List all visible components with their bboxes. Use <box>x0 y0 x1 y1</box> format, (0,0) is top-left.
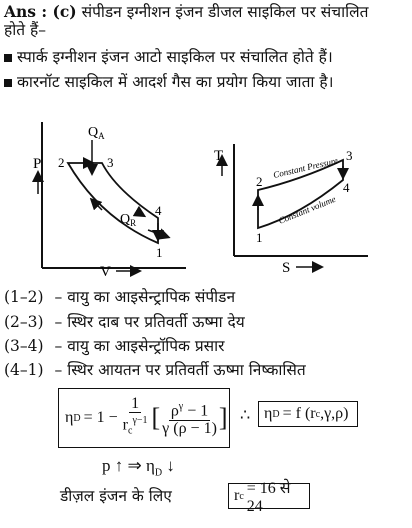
process-step: (2–3) <box>4 313 44 331</box>
ts-point-label: 4 <box>343 180 350 195</box>
bullet-text: कारनॉट साइकिल में आदर्श गैस का प्रयोग किया जाता है। <box>16 73 334 91</box>
answer-label: Ans : (c) <box>4 2 77 21</box>
efficiency-function-box: η D = f (r c ,γ,ρ) <box>258 401 358 427</box>
ts-point-label: 1 <box>256 230 263 245</box>
process-desc: – वायु का आइसेन्ट्रापिक संपीडन <box>54 288 236 306</box>
bullet-text: स्पार्क इग्नीशन इंजन आटो साइकिल पर संचालित होते हैं। <box>16 48 333 66</box>
pv-point-label: 1 <box>156 245 163 260</box>
answer-line <box>4 2 368 22</box>
process-step: (4–1) <box>4 361 44 379</box>
pv-heat-out-label: $Q_R$ <box>120 212 137 228</box>
ts-point-label: 3 <box>346 148 353 163</box>
process-row <box>4 313 245 332</box>
ts-curve-top-label: Constant Pressure <box>272 155 339 180</box>
diesel-engine-label: डीज़ल इंजन के लिए <box>60 487 172 505</box>
bullet-square-icon <box>4 54 12 62</box>
answer-text: संपीडन इग्नीशन इंजन डीजल साइकिल पर संचालित <box>81 3 369 21</box>
pv-point-label: 3 <box>107 155 114 170</box>
efficiency-formula-box: η D = 1 − $\frac{1}{r_c^{\gamma-1}}$ [ $\frac{\rho^\gamma - 1}{\gamma (\rho - 1)}$ ] <box>58 388 230 448</box>
ts-diagram <box>200 140 370 278</box>
therefore-symbol: ∴ <box>240 407 251 424</box>
pressure-efficiency-relation: p ↑ ⇒ $\eta_D$ ↓ <box>102 456 175 479</box>
process-desc: – स्थिर दाब पर प्रतिवर्ती ऊष्मा देय <box>54 313 245 331</box>
compression-ratio-box: r c = 16 से 24 <box>228 483 310 509</box>
answer-line-2: होते हैं– <box>4 21 46 39</box>
bullet-item <box>4 73 333 92</box>
ts-curve-bottom-label: Constant volume <box>277 193 338 226</box>
pv-y-label: P <box>33 156 42 172</box>
pv-x-label: V <box>100 264 111 280</box>
process-row <box>4 288 235 307</box>
pv-cycle-curve <box>68 163 158 243</box>
bullet-square-icon <box>4 79 12 87</box>
ts-y-label: T <box>214 148 224 164</box>
process-step: (1–2) <box>4 288 44 306</box>
bullet-item <box>4 48 333 67</box>
process-row <box>4 337 225 356</box>
process-row <box>4 361 306 380</box>
pv-heat-in-label: $Q_A$ <box>88 125 105 141</box>
process-step: (3–4) <box>4 337 44 355</box>
process-desc: – स्थिर आयतन पर प्रतिवर्ती ऊष्मा निष्कासित <box>54 361 306 379</box>
process-desc: – वायु का आइसेन्ट्रॉपिक प्रसार <box>54 337 225 355</box>
pv-point-label: 2 <box>58 155 65 170</box>
pv-point-label: 4 <box>155 203 162 218</box>
ts-x-label: S <box>282 260 291 276</box>
pv-diagram <box>30 118 190 280</box>
ts-point-label: 2 <box>256 174 263 189</box>
